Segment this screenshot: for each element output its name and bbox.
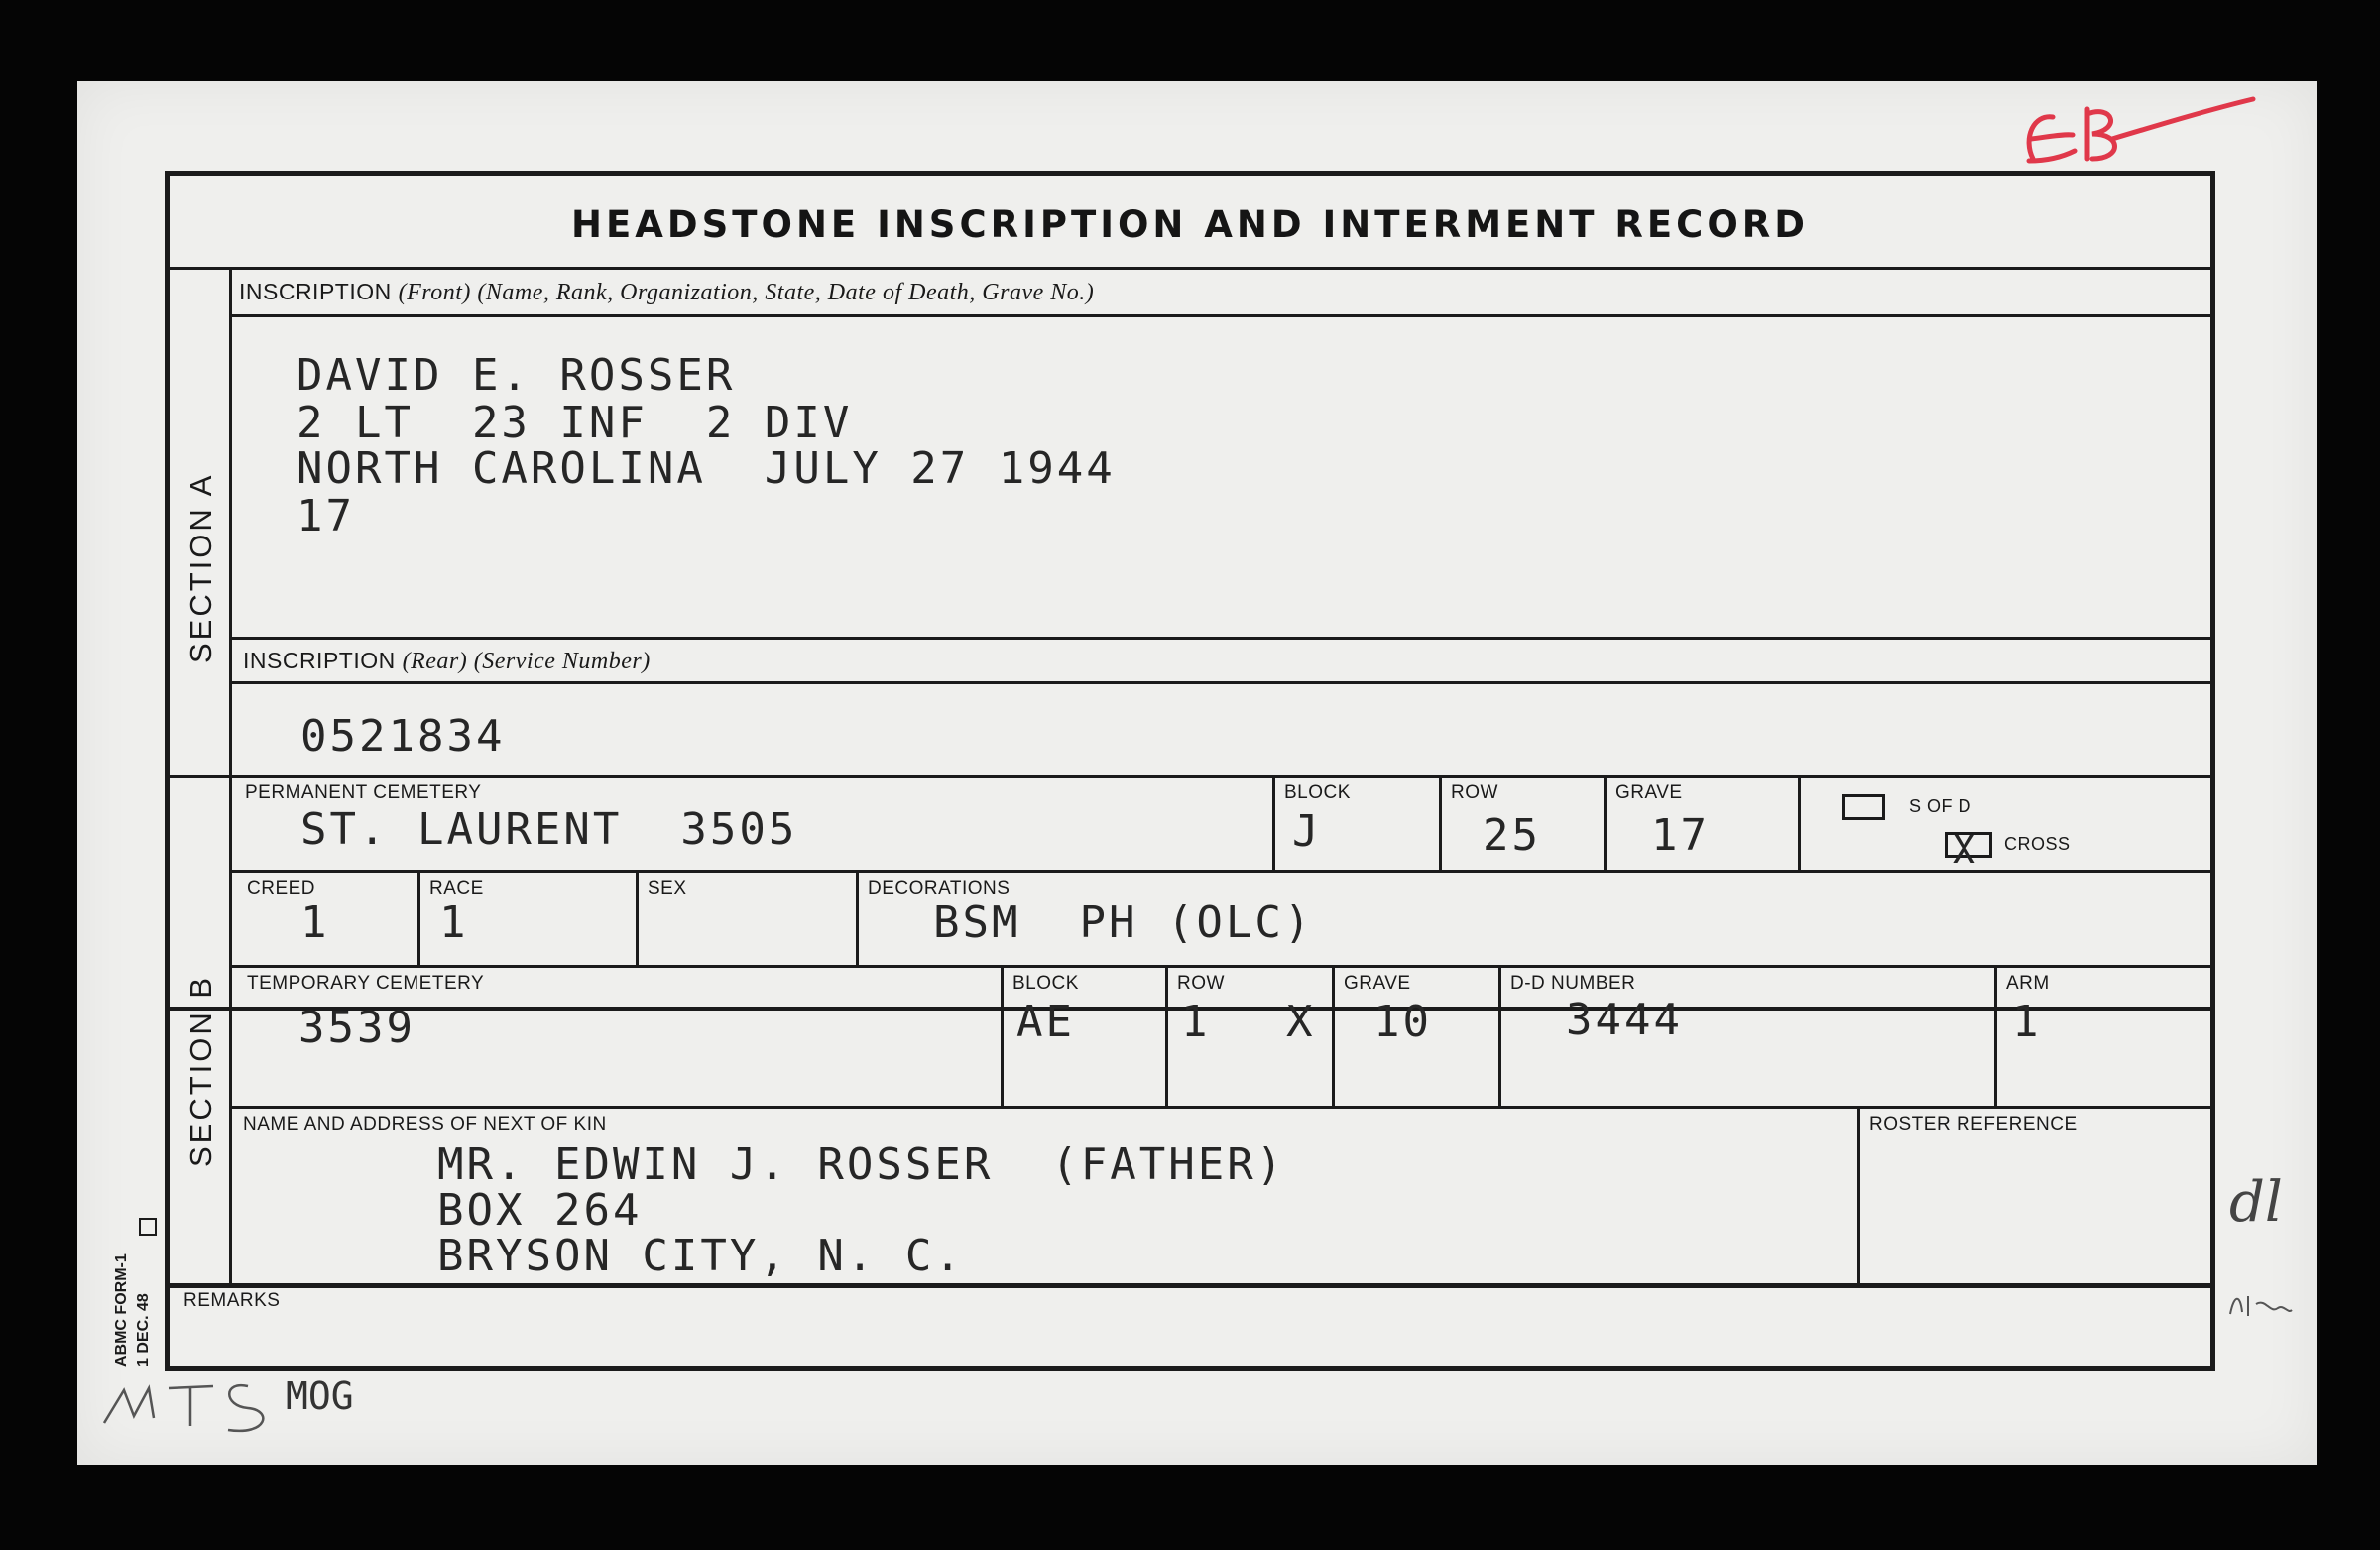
creed-label: CREED	[247, 878, 316, 898]
race-label: RACE	[429, 878, 484, 898]
temporary-block-label: BLOCK	[1012, 973, 1079, 994]
permanent-cemetery-value: ST. LAURENT 3505	[300, 804, 798, 855]
decorations-value: BSM PH (OLC)	[933, 897, 1314, 948]
roster-reference-label: ROSTER REFERENCE	[1869, 1114, 2078, 1134]
permanent-grave-label: GRAVE	[1615, 782, 1683, 803]
section-a-label: SECTION A	[183, 472, 218, 663]
handwritten-initials	[99, 1378, 298, 1438]
permanent-cemetery-label: PERMANENT CEMETERY	[245, 782, 482, 803]
record-form	[165, 171, 2215, 1371]
next-of-kin-line3: BRYSON CITY, N. C.	[437, 1231, 964, 1281]
arm-value: 1	[2012, 997, 2042, 1047]
temporary-grave-label: GRAVE	[1344, 973, 1411, 994]
creed-value: 1	[300, 897, 330, 948]
dd-number-label: D-D NUMBER	[1510, 973, 1636, 994]
cross-check-mark: X	[1953, 828, 1978, 872]
permanent-block-label: BLOCK	[1284, 782, 1351, 803]
handwritten-scribble-right	[2226, 1284, 2296, 1324]
arm-label: ARM	[2006, 973, 2050, 994]
temporary-row-value: 1	[1181, 997, 1211, 1047]
inscription-front-line3: NORTH CAROLINA JULY 27 1944	[297, 443, 1116, 494]
inscription-front-label: INSCRIPTION (Front) (Name, Rank, Organization, State, Date of Death, Grave No.)	[239, 279, 1095, 305]
dd-number-value: 3444	[1566, 995, 1683, 1045]
handwritten-note-right: dl	[2229, 1170, 2283, 1235]
temporary-cemetery-label: TEMPORARY CEMETERY	[247, 973, 485, 994]
next-of-kin-line1: MR. EDWIN J. ROSSER (FATHER)	[437, 1139, 1286, 1190]
cross-label: CROSS	[2004, 834, 2071, 854]
permanent-row-value: 25	[1483, 810, 1541, 861]
sofd-label: S OF D	[1909, 796, 1972, 816]
temporary-grave-value: 10	[1373, 997, 1432, 1047]
sofd-checkbox[interactable]	[1842, 794, 1885, 820]
sex-label: SEX	[648, 878, 687, 898]
temporary-row-mark: X	[1286, 997, 1316, 1047]
race-value: 1	[439, 897, 469, 948]
permanent-grave-value: 17	[1651, 810, 1710, 861]
inscription-front-line2: 2 LT 23 INF 2 DIV	[297, 398, 853, 448]
section-b-label: SECTION B	[183, 974, 218, 1167]
permanent-row-label: ROW	[1451, 782, 1498, 803]
next-of-kin-label: NAME AND ADDRESS OF NEXT OF KIN	[243, 1114, 607, 1134]
remarks-label: REMARKS	[183, 1290, 281, 1311]
handwritten-note-mog: MOG	[286, 1374, 354, 1418]
temporary-cemetery-value: 3539	[298, 1003, 416, 1053]
temporary-row-label: ROW	[1177, 973, 1225, 994]
permanent-block-value: J	[1292, 806, 1322, 857]
temporary-block-value: AE	[1016, 997, 1075, 1047]
decorations-label: DECORATIONS	[868, 878, 1011, 898]
next-of-kin-line2: BOX 264	[437, 1185, 643, 1236]
service-number: 0521834	[300, 711, 506, 762]
inscription-front-line4: 17	[297, 491, 355, 541]
form-corner-checkbox	[139, 1218, 157, 1236]
form-date: 1 DEC. 48	[135, 1293, 152, 1367]
inscription-rear-label: INSCRIPTION (Rear) (Service Number)	[243, 648, 651, 674]
inscription-front-line1: DAVID E. ROSSER	[297, 350, 736, 401]
red-initials-mark	[1993, 89, 2261, 179]
form-title: HEADSTONE INSCRIPTION AND INTERMENT RECORD	[571, 203, 1809, 246]
form-identifier: ABMC FORM-1	[113, 1253, 130, 1367]
